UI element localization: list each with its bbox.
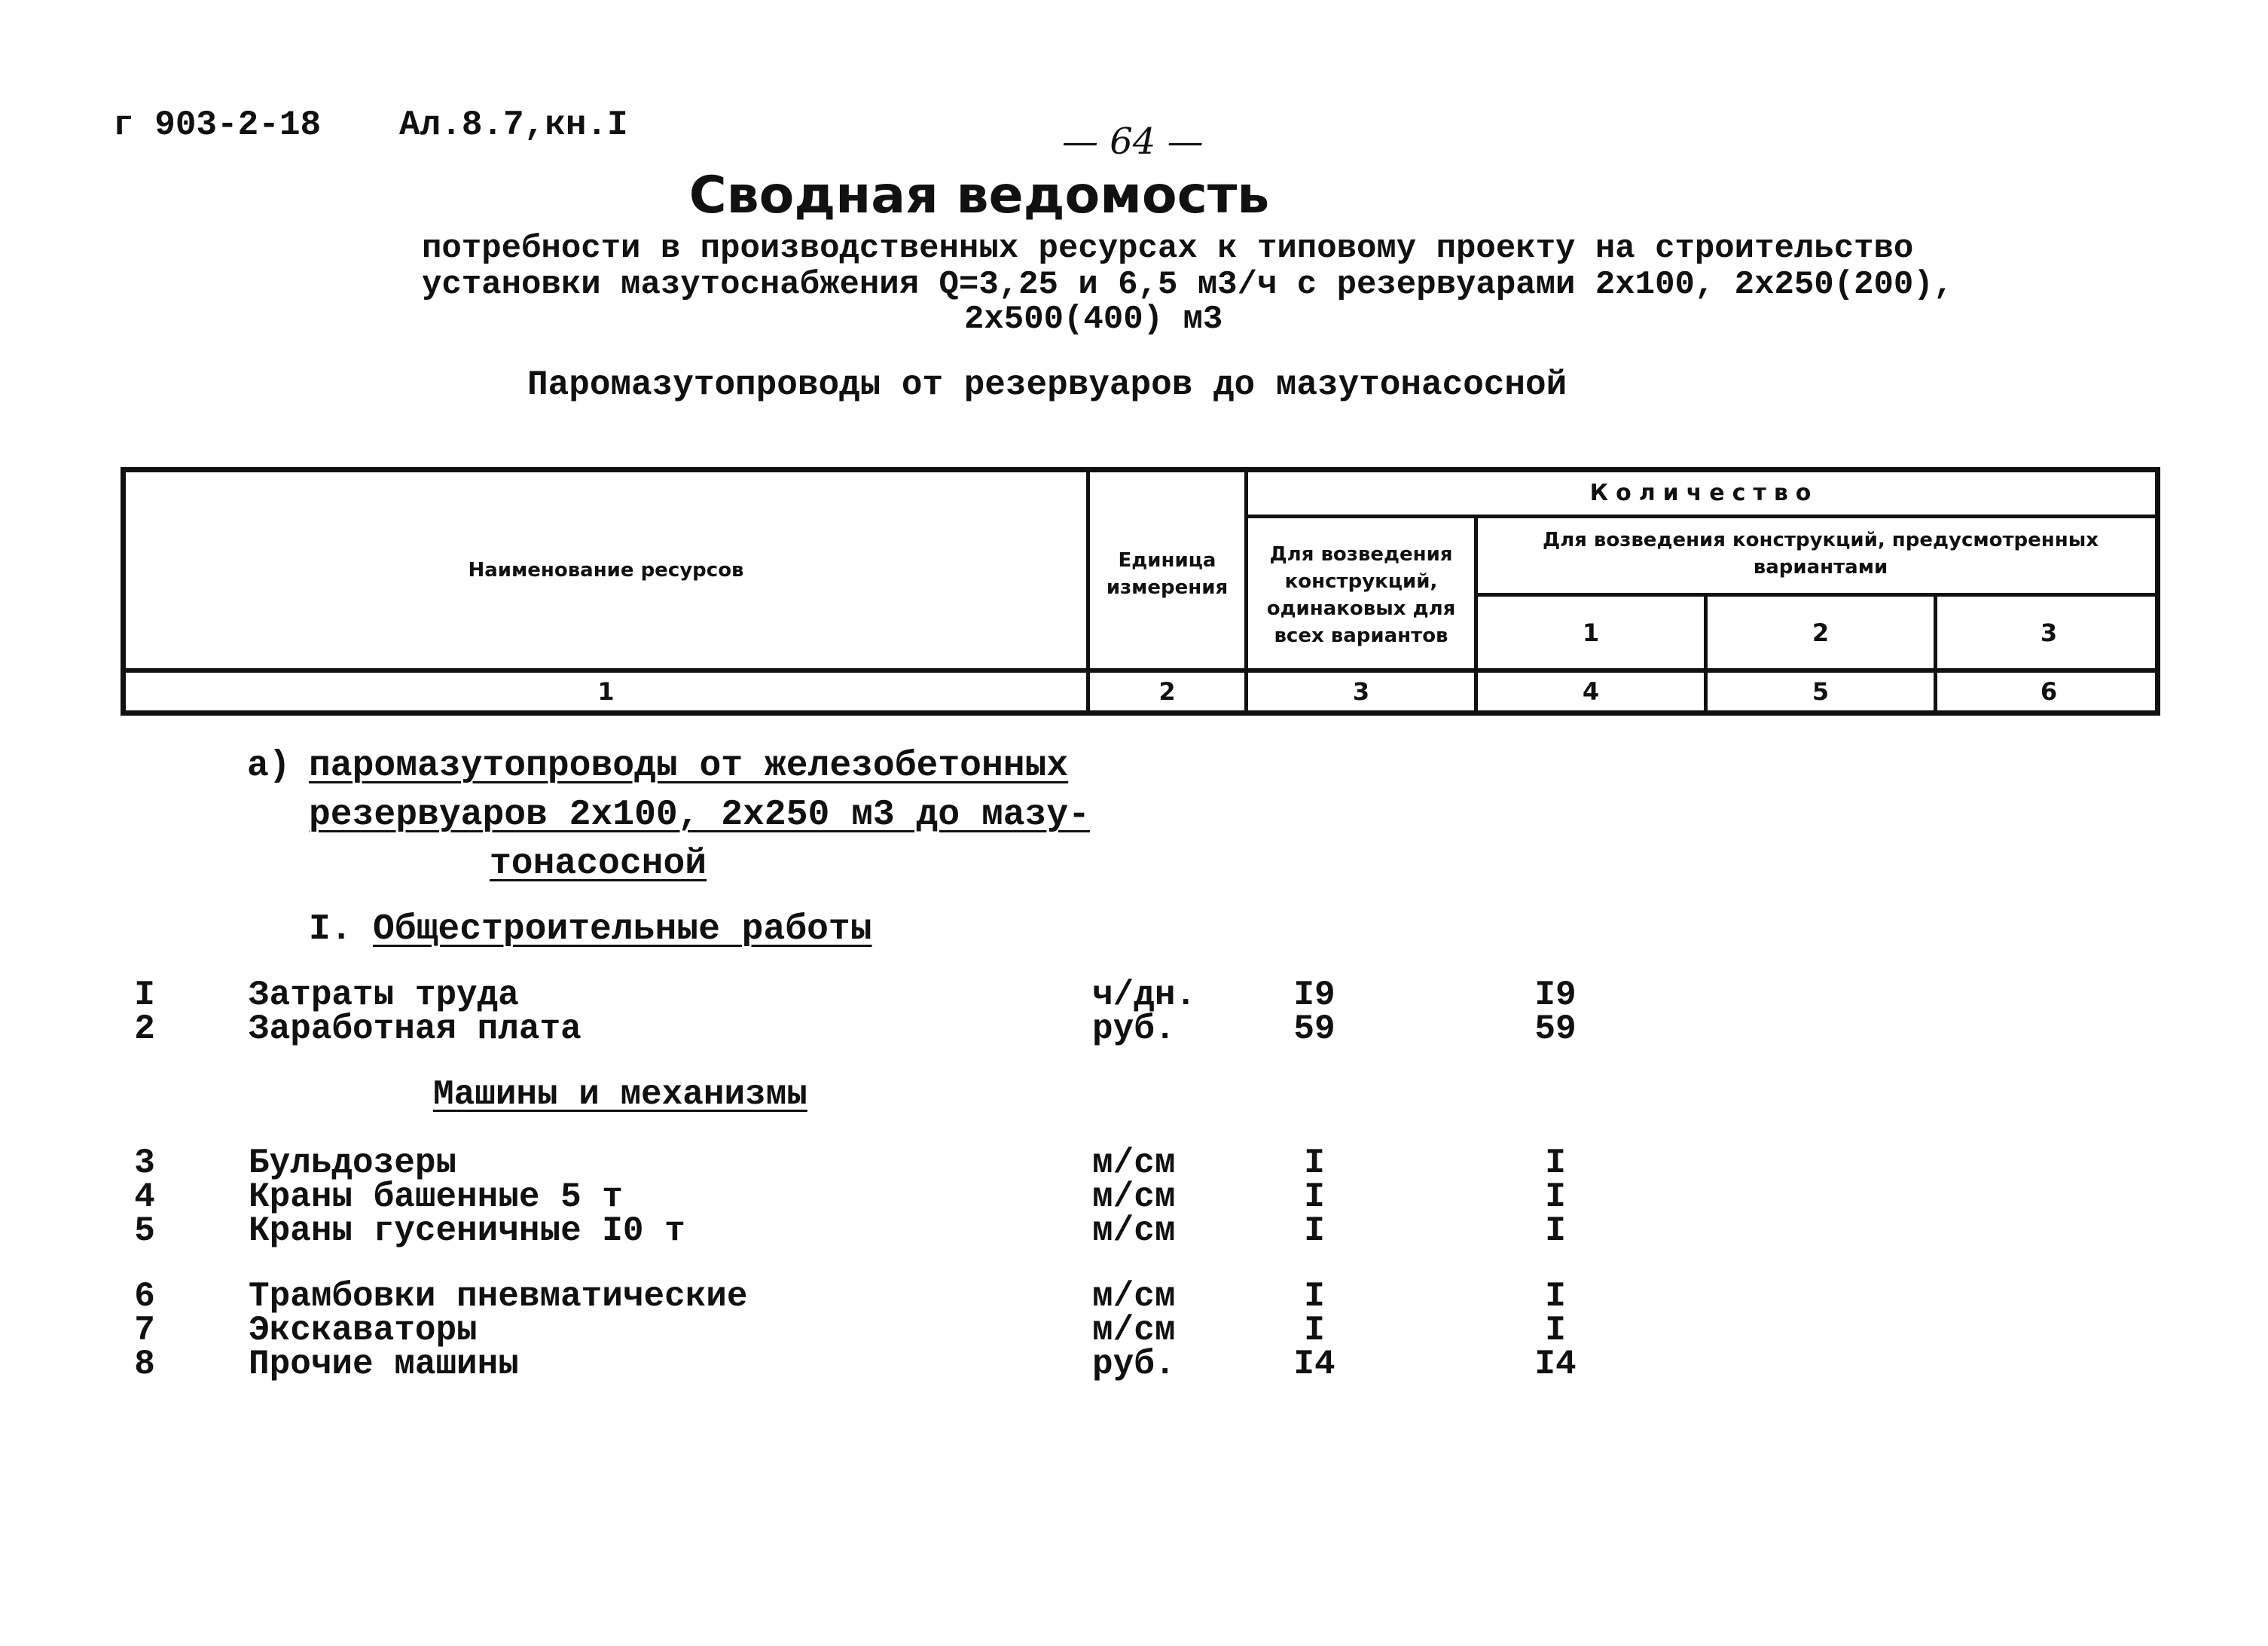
resource-name: Трамбовки пневматические (249, 1277, 748, 1316)
variant1-value: I (1545, 1144, 1566, 1183)
variant1-value: I (1545, 1177, 1566, 1217)
row-number: I (134, 976, 155, 1015)
common-value: I9 (1293, 976, 1335, 1015)
subtitle-line: потребности в производственных ресурсах к типовому проекту на строительство (422, 230, 1914, 267)
column-number: 1 (597, 677, 615, 706)
part-label: I. (309, 909, 353, 950)
section-title: Паромазутопроводы от резервуаров до мазутонасосной (527, 365, 1567, 405)
subsection-title-line: тонасосной (490, 844, 707, 884)
column-number: 3 (1352, 677, 1370, 706)
column-number: 4 (1582, 677, 1600, 706)
variant1-value: I (1545, 1311, 1566, 1350)
unit: м/см (1092, 1277, 1176, 1316)
row-number: 8 (134, 1345, 155, 1384)
resource-name: Заработная плата (249, 1009, 581, 1049)
variant1-value: I (1545, 1211, 1566, 1251)
row-number: 5 (134, 1211, 155, 1251)
row-number: 2 (134, 1009, 155, 1049)
variant1-value: 59 (1534, 1009, 1577, 1049)
row-number: 7 (134, 1311, 155, 1350)
resource-name: Бульдозеры (249, 1144, 457, 1183)
column-header-quantity: Количество (1589, 480, 1819, 506)
unit: м/см (1092, 1211, 1176, 1251)
page-number: — 64 — (1062, 121, 1204, 163)
unit: м/см (1092, 1144, 1176, 1183)
common-value: I4 (1293, 1345, 1335, 1384)
subtitle-line: 2х500(400) м3 (964, 301, 1223, 338)
row-number: 3 (134, 1144, 155, 1183)
variant-number: 1 (1582, 618, 1600, 647)
variant-number: 2 (1812, 618, 1830, 647)
unit: м/см (1092, 1177, 1176, 1217)
machines-heading: Машины и механизмы (433, 1075, 807, 1114)
row-number: 4 (134, 1177, 155, 1217)
resource-name: Краны башенные 5 т (249, 1177, 623, 1217)
resource-name: Экскаваторы (249, 1311, 478, 1350)
subsection-title-line: резервуаров 2х100, 2х250 м3 до мазу- (309, 795, 1090, 835)
resource-name: Прочие машины (249, 1345, 519, 1384)
column-number: 2 (1158, 677, 1176, 706)
resource-name: Затраты труда (249, 976, 519, 1015)
document-subtitle (422, 230, 1954, 380)
resource-name: Краны гусеничные I0 т (249, 1211, 685, 1251)
common-value: I (1304, 1177, 1325, 1217)
variant1-value: I9 (1534, 976, 1577, 1015)
variant-number: 3 (2040, 618, 2058, 647)
column-header-common: Для возведения конструкций, одинаковых для всех вариантов (1266, 543, 1456, 647)
resource-table-header (121, 467, 2160, 716)
unit: руб. (1092, 1009, 1176, 1049)
variant1-value: I (1545, 1277, 1566, 1316)
unit: руб. (1092, 1345, 1176, 1384)
common-value: I (1304, 1144, 1325, 1183)
subsection-title-line: паромазутопроводы от железобетонных (309, 746, 1069, 786)
variant1-value: I4 (1534, 1345, 1577, 1384)
common-value: I (1304, 1311, 1325, 1350)
column-number: 5 (1812, 677, 1830, 706)
page-title: Сводная ведомость (688, 166, 1270, 225)
unit: ч/дн. (1092, 976, 1197, 1015)
column-header-name: Наименование ресурсов (468, 559, 744, 582)
common-value: I (1304, 1211, 1325, 1251)
document-reference: Ал.8.7,кн.I (399, 105, 628, 145)
document-code: г 903-2-18 (113, 105, 322, 145)
column-number: 6 (2040, 677, 2058, 706)
unit: м/см (1092, 1311, 1176, 1350)
subsection-label: а) (247, 746, 291, 786)
part-title: Общестроительные работы (373, 909, 872, 950)
subtitle-line: установки мазутоснабжения Q=3,25 и 6,5 м3/ч с резервуарами 2х100, 2х250(200), (422, 266, 1954, 304)
column-header-unit: Единица измерения (1106, 549, 1229, 599)
column-header-variants: Для возведения конструкций, предусмотренных вариантами (1542, 529, 2099, 579)
common-value: I (1304, 1277, 1325, 1316)
common-value: 59 (1293, 1009, 1335, 1049)
row-number: 6 (134, 1277, 155, 1316)
